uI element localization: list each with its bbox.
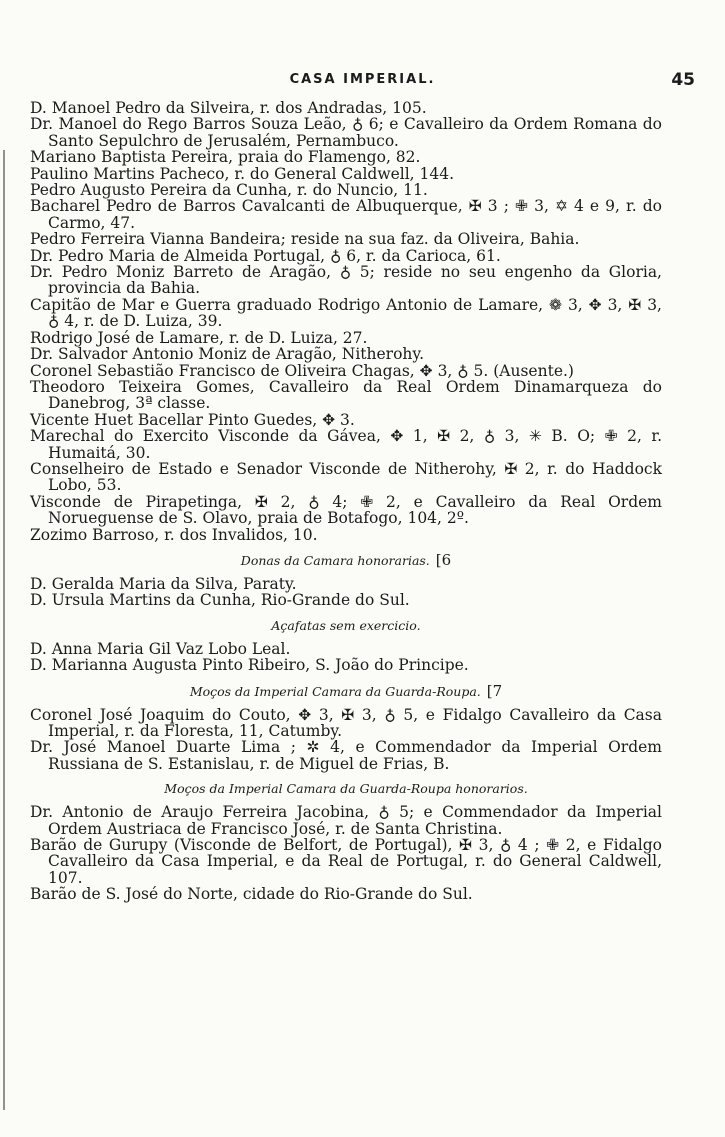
list-item: D. Marianna Augusta Pinto Ribeiro, S. João do Principe.: [30, 656, 469, 675]
list-item: D. Anna Maria Gil Vaz Lobo Leal.: [30, 639, 291, 658]
list-item: Zozimo Barroso, r. dos Invalidos, 10.: [30, 525, 318, 544]
list-item: D. Ursula Martins da Cunha, Rio-Grande do Sul.: [30, 591, 410, 610]
list-item: Conselheiro de Estado e Senador Visconde de Nitherohy, ✠ 2, r. do Haddock Lobo, 53.: [30, 459, 662, 495]
list-item: Coronel Sebastião Francisco de Oliveira Chagas, ✥ 3, ♁ 5. (Ausente.): [30, 361, 574, 380]
list-item: Visconde de Pirapetinga, ✠ 2, ♁ 4; ✙ 2, e Cavalleiro da Real Ordem Norueguense de S. Olavo, praia de Botafogo, 104, 2º.: [30, 492, 662, 528]
page-header: [30, 72, 695, 96]
list-item: Rodrigo José de Lamare, r. de D. Luiza, 27.: [30, 328, 368, 347]
page-body: [30, 100, 662, 903]
list-item: Mariano Baptista Pereira, praia do Flamengo, 82.: [30, 148, 421, 167]
list-item: Marechal do Exercito Visconde da Gávea, ✥ 1, ✠ 2, ♁ 3, ✳ B. O; ✙ 2, r. Humaitá, 30.: [30, 427, 662, 462]
list-item: D. Manoel Pedro da Silveira, r. dos Andradas, 105.: [30, 99, 427, 117]
section-heading-acafatas: [30, 617, 662, 635]
section-heading-mocos: [30, 682, 662, 701]
list-item: Capitão de Mar e Guerra graduado Rodrigo Antonio de Lamare, ❁ 3, ✥ 3, ✠ 3, ♁ 4, r. de D. Luiza, 39.: [30, 295, 662, 331]
list-item: Barão de S. José do Norte, cidade do Rio-Grande do Sul.: [30, 885, 473, 904]
list-item: Barão de Gurupy (Visconde de Belfort, de Portugal), ✠ 3, ♁ 4 ; ✙ 2, e Fidalgo Cavalleiro da Casa Imperial, e da Real de Portugal, r. do General Caldwell, 107.: [30, 836, 662, 887]
list-item: Pedro Augusto Pereira da Cunha, r. do Nuncio, 11.: [30, 181, 428, 200]
page-edge-line: [3, 150, 5, 1110]
list-item: Coronel José Joaquim do Couto, ✥ 3, ✠ 3, ♁ 5, e Fidalgo Cavalleiro da Casa Imperial, r. da Floresta, 11, Catumby.: [30, 705, 662, 740]
section-title: Moços da Imperial Camara da Guarda-Roupa.: [189, 683, 481, 699]
list-item: Dr. Pedro Moniz Barreto de Aragão, ♁ 5; reside no seu engenho da Gloria, provincia da Bahia.: [30, 263, 662, 298]
section-title: Açafatas sem exercicio.: [271, 617, 421, 633]
list-item: Dr. Antonio de Araujo Ferreira Jacobina, ♁ 5; e Commendador da Imperial Ordem Austriaca de Francisco José, r. de Santa Christina.: [30, 803, 662, 838]
list-item: Bacharel Pedro de Barros Cavalcanti de Albuquerque, ✠ 3 ; ✙ 3, ✡ 4 e 9, r. do Carmo, 47.: [30, 197, 662, 232]
list-item: D. Geralda Maria da Silva, Paraty.: [30, 574, 297, 593]
list-item: Pedro Ferreira Vianna Bandeira; reside na sua faz. da Oliveira, Bahia.: [30, 230, 580, 249]
section-count: [6: [435, 550, 452, 569]
page-number: 45: [671, 70, 695, 90]
section-count: [7: [486, 681, 503, 700]
section-heading-donas: [30, 551, 662, 570]
list-item: Dr. Manoel do Rego Barros Souza Leão, ♁ 6; e Cavalleiro da Ordem Romana do Santo Sepulchro de Jerusalém, Pernambuco.: [30, 115, 662, 150]
section-title: Donas da Camara honorarias.: [240, 552, 430, 568]
list-item: Paulino Martins Pacheco, r. do General Caldwell, 144.: [30, 164, 455, 183]
list-item: Dr. José Manoel Duarte Lima ; ✲ 4, e Commendador da Imperial Ordem Russiana de S. Estanislau, r. de Miguel de Frias, B.: [30, 738, 662, 773]
list-item: Dr. Pedro Maria de Almeida Portugal, ♁ 6, r. da Carioca, 61.: [30, 246, 501, 265]
running-title: CASA IMPERIAL.: [289, 72, 436, 87]
list-item: Vicente Huet Bacellar Pinto Guedes, ✥ 3.: [30, 410, 355, 429]
section-title: Moços da Imperial Camara da Guarda-Roupa honorarios.: [164, 781, 528, 797]
section-heading-mocos-honorarios: [30, 780, 662, 798]
list-item: Theodoro Teixeira Gomes, Cavalleiro da Real Ordem Dinamarqueza do Danebrog, 3ª classe.: [30, 377, 662, 413]
list-item: Dr. Salvador Antonio Moniz de Aragão, Nitherohy.: [30, 345, 425, 364]
